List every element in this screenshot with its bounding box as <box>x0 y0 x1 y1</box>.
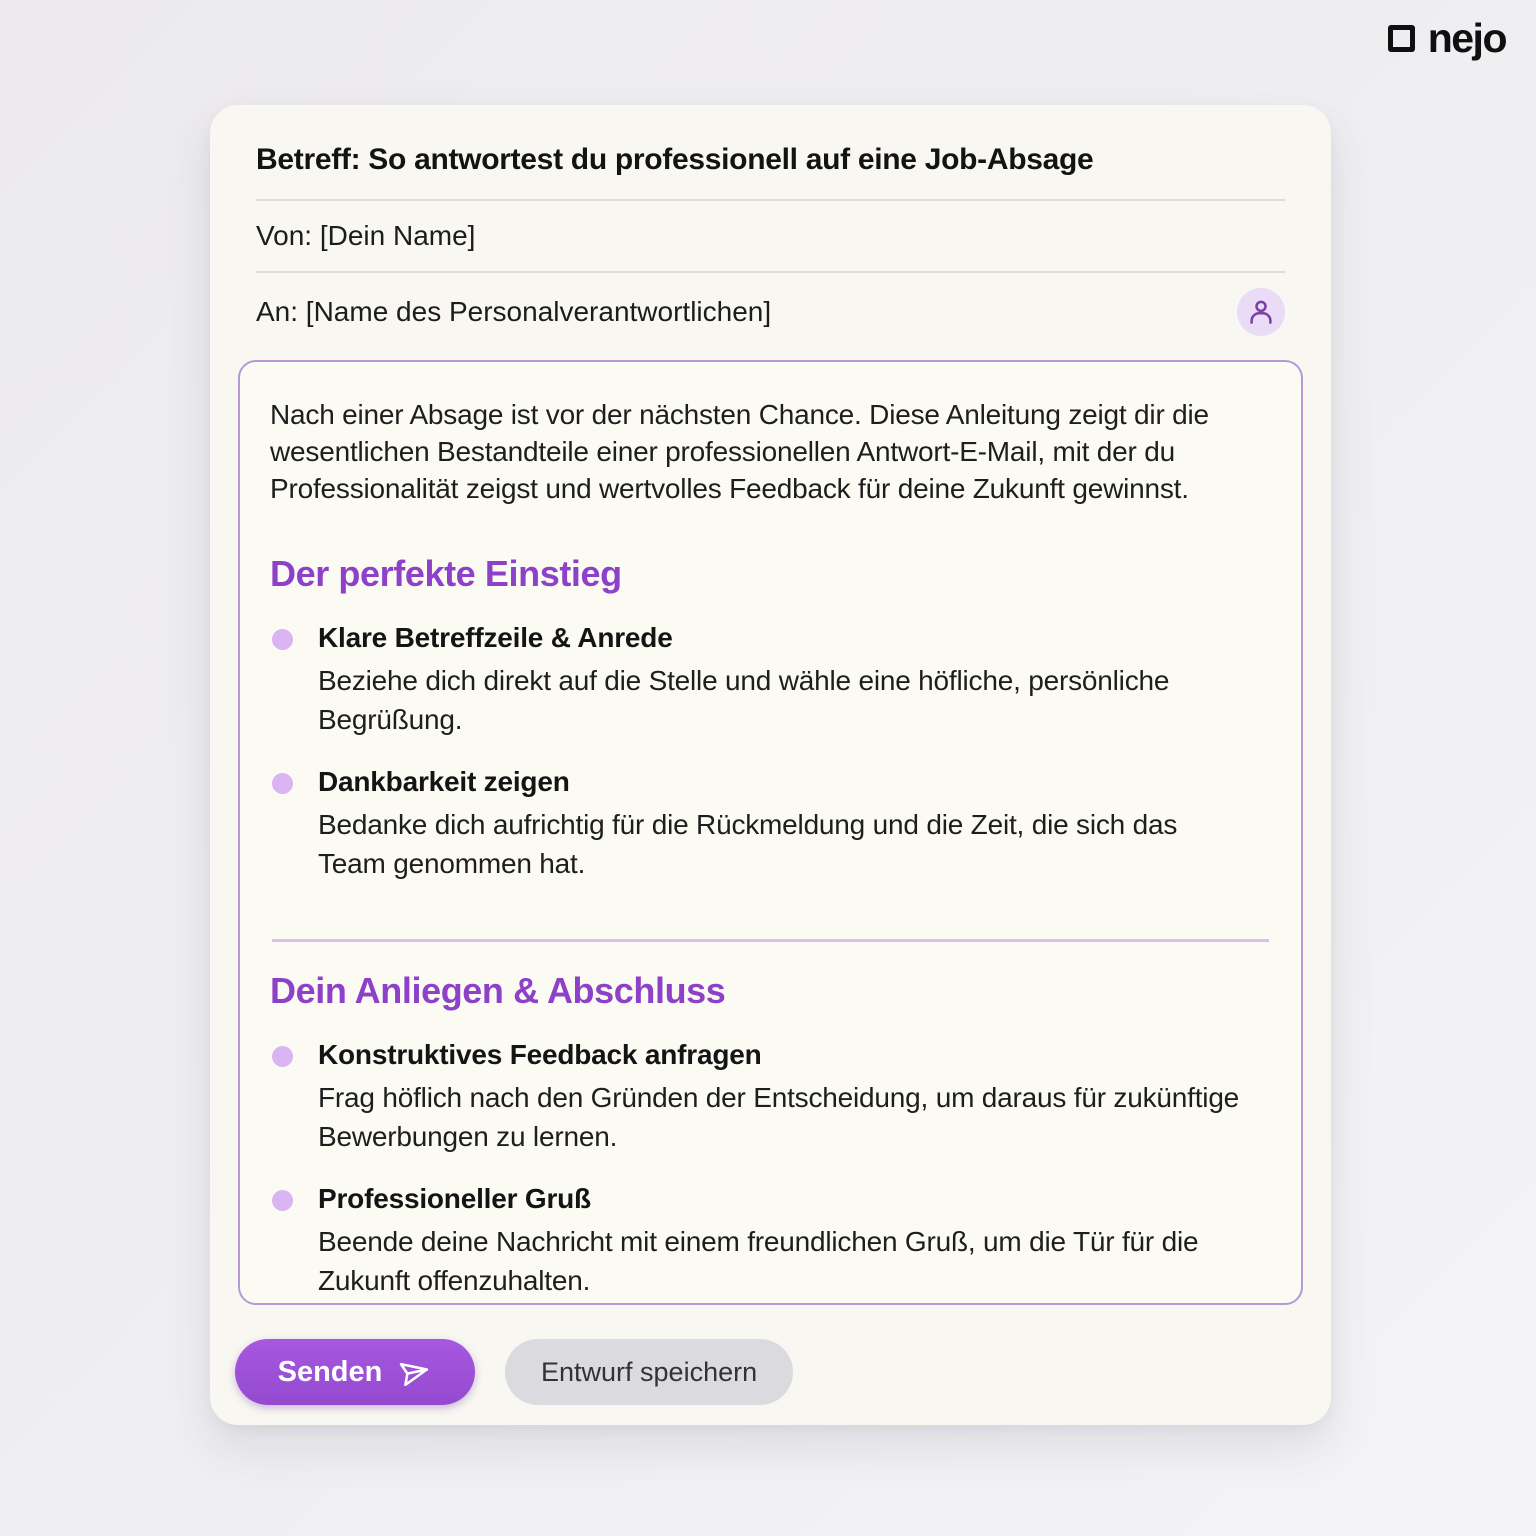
email-intro: Nach einer Absage ist vor der nächsten Chance. Diese Anleitung zeigt dir die wesentlichen Bestandteile einer professionellen Antwort-E-Mail, mit der du Professionalität zeigst und wertvolles Feedback für deine Zukunft gewinnst. <box>270 399 1209 504</box>
section-title-einstieg: Der perfekte Einstieg <box>270 553 622 594</box>
email-card <box>210 105 1331 1425</box>
send-button-label: Senden <box>277 1355 383 1388</box>
section-title-abschluss: Dein Anliegen & Abschluss <box>270 970 726 1011</box>
list-item <box>270 1183 1271 1300</box>
list-item-title: Klare Betreffzeile & Anrede <box>318 622 673 653</box>
list-item <box>270 1039 1271 1156</box>
email-subject: Betreff: So antwortest du professionell auf eine Job-Absage <box>256 135 1285 201</box>
list-item <box>270 622 1271 739</box>
paper-plane-icon <box>395 1352 435 1392</box>
list-item-title: Konstruktives Feedback anfragen <box>318 1039 762 1070</box>
brand-header <box>1388 15 1506 61</box>
to-field[interactable] <box>256 273 1285 352</box>
list-item-text: Beende deine Nachricht mit einem freundlichen Gruß, um die Tür für die Zukunft offenzuhalten. <box>318 1226 1199 1296</box>
section-divider <box>272 939 1269 942</box>
bullet-dot-icon <box>272 1190 293 1211</box>
email-body <box>238 360 1303 1305</box>
from-field[interactable] <box>256 201 1285 273</box>
action-bar <box>235 1339 1285 1405</box>
list-item-title: Professioneller Gruß <box>318 1183 591 1214</box>
list-item-text: Bedanke dich aufrichtig für die Rückmeldung und die Zeit, die sich das Team genommen hat. <box>318 809 1178 879</box>
bullet-dot-icon <box>272 773 293 794</box>
to-field-value: An: [Name des Personalverantwortlichen] <box>256 296 772 327</box>
list-item-title: Dankbarkeit zeigen <box>318 766 570 797</box>
list-item <box>270 766 1271 883</box>
from-field-value: Von: [Dein Name] <box>256 220 476 251</box>
send-button[interactable] <box>235 1339 475 1405</box>
list-item-text: Beziehe dich direkt auf die Stelle und wähle eine höfliche, persönliche Begrüßung. <box>318 665 1170 735</box>
list-item-text: Frag höflich nach den Gründen der Entscheidung, um daraus für zukünftige Bewerbungen zu lernen. <box>318 1082 1240 1152</box>
bullet-dot-icon <box>272 629 293 650</box>
save-draft-button[interactable]: Entwurf speichern <box>505 1339 793 1405</box>
nejo-logo-icon <box>1388 25 1415 52</box>
person-icon <box>1237 288 1285 336</box>
bullet-dot-icon <box>272 1046 293 1067</box>
nejo-logo-text: nejo <box>1427 15 1506 61</box>
